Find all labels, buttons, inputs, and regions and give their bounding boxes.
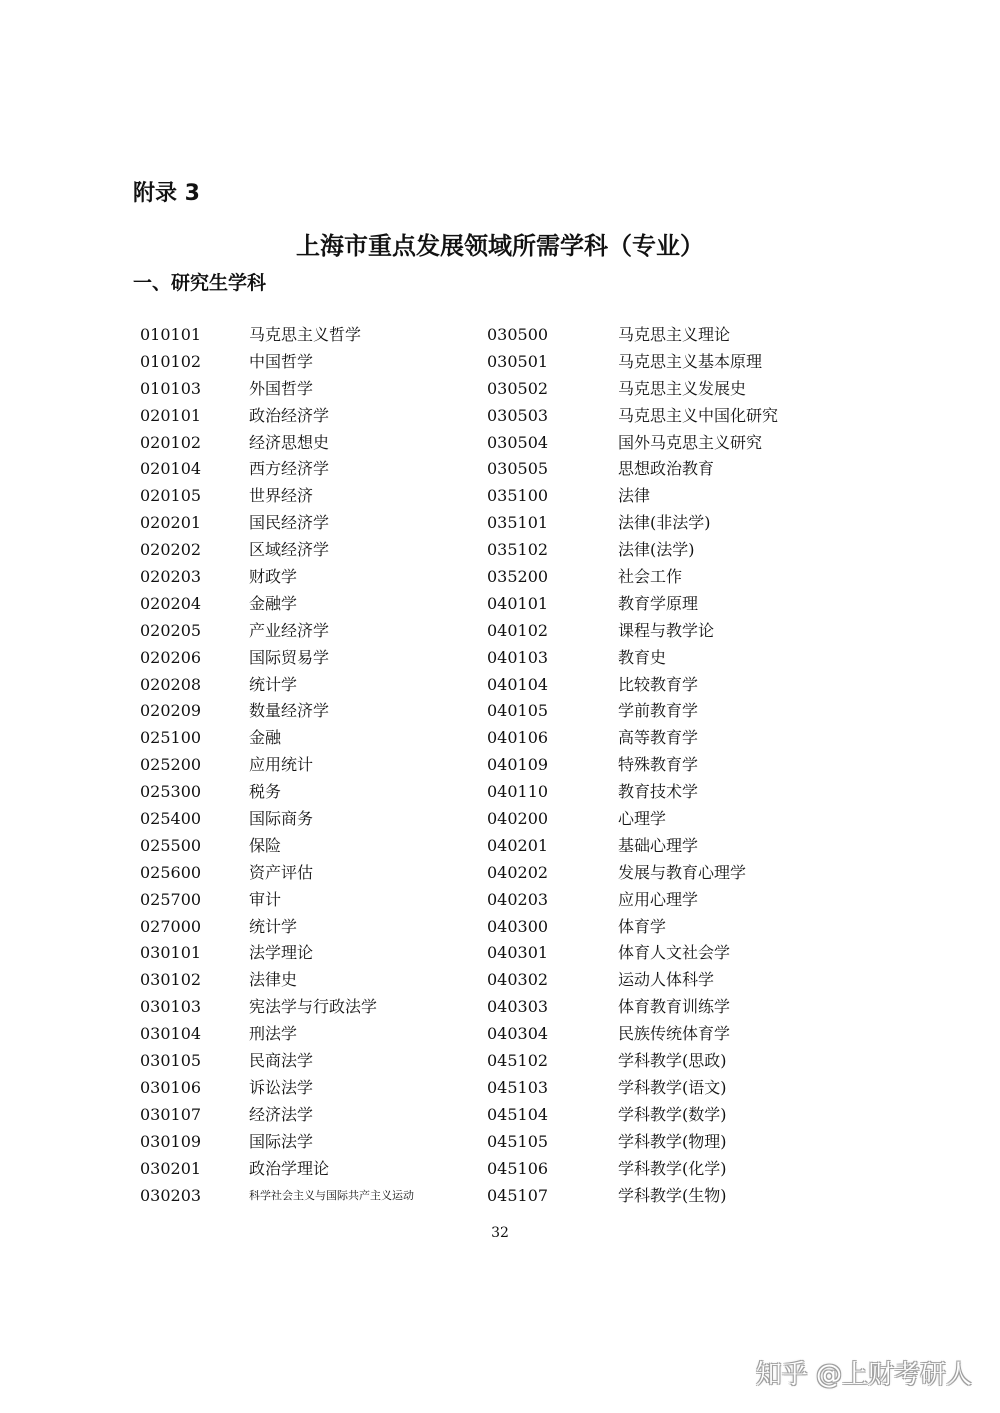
subject-name: 法律(法学) — [618, 540, 695, 560]
subject-name: 经济思想史 — [249, 432, 330, 452]
subject-name: 思想政治教育 — [618, 459, 715, 479]
table-row — [140, 564, 820, 591]
subject-code: 040103 — [487, 647, 549, 667]
subject-name: 发展与教育心理学 — [618, 862, 747, 882]
subject-name: 比较教育学 — [618, 674, 699, 694]
subject-code: 020209 — [140, 701, 202, 721]
subject-name: 教育史 — [618, 647, 667, 667]
subject-name: 马克思主义基本原理 — [618, 351, 763, 371]
subject-code: 035101 — [487, 513, 549, 533]
table-row — [140, 349, 820, 376]
subject-name: 学前教育学 — [618, 701, 699, 721]
subject-name: 国外马克思主义研究 — [618, 432, 763, 452]
subject-code: 025300 — [140, 782, 202, 802]
subject-code: 035200 — [487, 567, 549, 587]
subject-name: 诉讼法学 — [249, 1077, 314, 1097]
table-row — [140, 752, 820, 779]
subject-name: 国际贸易学 — [249, 647, 330, 667]
table-row — [140, 618, 820, 645]
subject-name: 税务 — [249, 782, 282, 802]
subject-code: 025700 — [140, 889, 202, 909]
subject-code: 030500 — [487, 325, 549, 344]
subject-name: 数量经济学 — [249, 701, 330, 721]
subject-code: 040104 — [487, 674, 549, 694]
subject-name: 审计 — [249, 889, 282, 909]
subject-name: 金融学 — [249, 593, 298, 613]
section-heading: 一、研究生学科 — [133, 272, 267, 294]
subject-name: 法律 — [618, 486, 651, 506]
subject-code: 030103 — [140, 997, 202, 1017]
subject-code: 040302 — [487, 970, 549, 990]
subject-code: 040106 — [487, 728, 549, 748]
subject-name: 西方经济学 — [249, 459, 330, 479]
subject-name: 国际法学 — [249, 1131, 314, 1151]
subject-name: 统计学 — [249, 916, 298, 936]
table-row — [140, 725, 820, 752]
subject-code: 040200 — [487, 809, 549, 829]
table-row — [140, 403, 820, 430]
subject-name: 学科教学(生物) — [618, 1185, 727, 1205]
subject-code: 045107 — [487, 1185, 549, 1205]
subject-code: 020205 — [140, 620, 202, 640]
subject-code: 045103 — [487, 1077, 549, 1097]
subject-name: 课程与教学论 — [618, 620, 715, 640]
table-row — [140, 860, 820, 887]
page-number: 32 — [491, 1225, 509, 1241]
subject-code: 045105 — [487, 1131, 549, 1151]
subject-code: 025100 — [140, 728, 202, 748]
subject-code: 027000 — [140, 916, 202, 936]
subject-name: 法律史 — [249, 970, 298, 990]
table-row — [140, 1129, 820, 1156]
subject-code: 040109 — [487, 755, 549, 775]
subject-name: 区域经济学 — [249, 540, 330, 560]
subject-code: 040110 — [487, 782, 549, 802]
table-row — [140, 645, 820, 672]
subject-code: 030101 — [140, 943, 202, 963]
subject-name: 外国哲学 — [249, 378, 314, 398]
subject-code: 040203 — [487, 889, 549, 909]
subject-code: 020206 — [140, 647, 202, 667]
subject-code: 020203 — [140, 567, 202, 587]
subject-code: 025200 — [140, 755, 202, 775]
subject-code: 040105 — [487, 701, 549, 721]
table-row — [140, 456, 820, 483]
subject-name: 马克思主义发展史 — [618, 378, 747, 398]
table-row — [140, 940, 820, 967]
subject-name: 体育学 — [618, 916, 667, 936]
subject-name: 学科教学(数学) — [618, 1104, 727, 1124]
table-row — [140, 833, 820, 860]
subject-name: 国际商务 — [249, 809, 314, 829]
subject-code: 025500 — [140, 835, 202, 855]
subject-code: 020104 — [140, 459, 202, 479]
table-row — [140, 1075, 820, 1102]
subject-name: 特殊教育学 — [618, 755, 699, 775]
table-row — [140, 698, 820, 725]
subject-code: 030109 — [140, 1131, 202, 1151]
subject-name: 刑法学 — [249, 1024, 298, 1044]
subject-name: 政治学理论 — [249, 1158, 330, 1178]
watermark: 知乎 @上财考研人 — [755, 1360, 972, 1390]
subject-name: 体育人文社会学 — [618, 943, 731, 963]
subject-name: 运动人体科学 — [618, 970, 715, 990]
subject-code: 020101 — [140, 405, 202, 425]
table-row — [140, 994, 820, 1021]
subject-name: 马克思主义理论 — [618, 325, 731, 344]
subject-name: 科学社会主义与国际共产主义运动 — [249, 1188, 414, 1202]
table-row — [140, 1021, 820, 1048]
subject-code: 045104 — [487, 1104, 549, 1124]
subject-name: 教育学原理 — [618, 593, 699, 613]
table-row — [140, 430, 820, 457]
subject-code: 010103 — [140, 378, 202, 398]
subject-code: 040202 — [487, 862, 549, 882]
subject-name: 统计学 — [249, 674, 298, 694]
table-row — [140, 887, 820, 914]
subject-code: 020201 — [140, 513, 202, 533]
subject-code: 030504 — [487, 432, 549, 452]
subject-name: 经济法学 — [249, 1104, 314, 1124]
subject-code: 030203 — [140, 1185, 202, 1205]
table-row — [140, 914, 820, 941]
subject-name: 金融 — [249, 728, 282, 748]
subject-name: 民商法学 — [249, 1051, 314, 1071]
subject-code: 040201 — [487, 835, 549, 855]
subject-name: 社会工作 — [618, 567, 683, 587]
subject-code: 040301 — [487, 943, 549, 963]
subject-name: 世界经济 — [249, 486, 314, 506]
subject-name: 心理学 — [618, 809, 667, 829]
subject-code: 025400 — [140, 809, 202, 829]
table-row — [140, 537, 820, 564]
subject-code: 020102 — [140, 432, 202, 452]
table-row — [140, 1183, 820, 1210]
subject-name: 学科教学(语文) — [618, 1077, 727, 1097]
subject-code: 030201 — [140, 1158, 202, 1178]
subject-code: 025600 — [140, 862, 202, 882]
table-row — [140, 1156, 820, 1183]
subject-code: 030503 — [487, 405, 549, 425]
appendix-label: 附录 3 — [133, 181, 200, 206]
subject-name: 高等教育学 — [618, 728, 699, 748]
subject-name: 学科教学(物理) — [618, 1131, 727, 1151]
subject-code: 035100 — [487, 486, 549, 506]
table-row — [140, 1102, 820, 1129]
subject-code: 020204 — [140, 593, 202, 613]
subject-code: 030505 — [487, 459, 549, 479]
table-row — [140, 967, 820, 994]
subject-name: 产业经济学 — [249, 620, 330, 640]
subject-name: 国民经济学 — [249, 513, 330, 533]
subject-code: 010101 — [140, 325, 202, 344]
subject-name: 保险 — [249, 835, 282, 855]
table-row — [140, 591, 820, 618]
subject-name: 法学理论 — [249, 943, 314, 963]
subject-code: 030102 — [140, 970, 202, 990]
subject-name: 马克思主义哲学 — [249, 325, 362, 344]
table-row — [140, 779, 820, 806]
table-row — [140, 376, 820, 403]
table-row — [140, 1048, 820, 1075]
subject-name: 马克思主义中国化研究 — [618, 405, 779, 425]
table-row — [140, 322, 820, 349]
subject-code: 020202 — [140, 540, 202, 560]
subject-name: 资产评估 — [249, 862, 314, 882]
subject-code: 010102 — [140, 351, 202, 371]
subject-code: 040304 — [487, 1024, 549, 1044]
subject-name: 基础心理学 — [618, 835, 699, 855]
subject-name: 宪法学与行政法学 — [249, 997, 378, 1017]
page-title: 上海市重点发展领域所需学科（专业） — [296, 232, 704, 260]
subject-table — [140, 322, 820, 1209]
subject-code: 030502 — [487, 378, 549, 398]
subject-name: 民族传统体育学 — [618, 1024, 731, 1044]
table-row — [140, 483, 820, 510]
subject-code: 030104 — [140, 1024, 202, 1044]
table-row — [140, 510, 820, 537]
subject-code: 040303 — [487, 997, 549, 1017]
subject-name: 应用统计 — [249, 755, 314, 775]
subject-code: 030106 — [140, 1077, 202, 1097]
subject-code: 040102 — [487, 620, 549, 640]
table-row — [140, 672, 820, 699]
subject-name: 中国哲学 — [249, 351, 314, 371]
subject-name: 教育技术学 — [618, 782, 699, 802]
subject-code: 035102 — [487, 540, 549, 560]
subject-name: 体育教育训练学 — [618, 997, 731, 1017]
subject-code: 030501 — [487, 351, 549, 371]
subject-name: 应用心理学 — [618, 889, 699, 909]
subject-name: 财政学 — [249, 567, 298, 587]
subject-code: 020208 — [140, 674, 202, 694]
subject-code: 045106 — [487, 1158, 549, 1178]
subject-code: 040101 — [487, 593, 549, 613]
subject-name: 学科教学(化学) — [618, 1158, 727, 1178]
subject-code: 030105 — [140, 1051, 202, 1071]
subject-code: 030107 — [140, 1104, 202, 1124]
subject-code: 040300 — [487, 916, 549, 936]
subject-name: 法律(非法学) — [618, 513, 711, 533]
subject-name: 政治经济学 — [249, 405, 330, 425]
subject-code: 020105 — [140, 486, 202, 506]
subject-code: 045102 — [487, 1051, 549, 1071]
table-row — [140, 806, 820, 833]
subject-name: 学科教学(思政) — [618, 1051, 727, 1071]
